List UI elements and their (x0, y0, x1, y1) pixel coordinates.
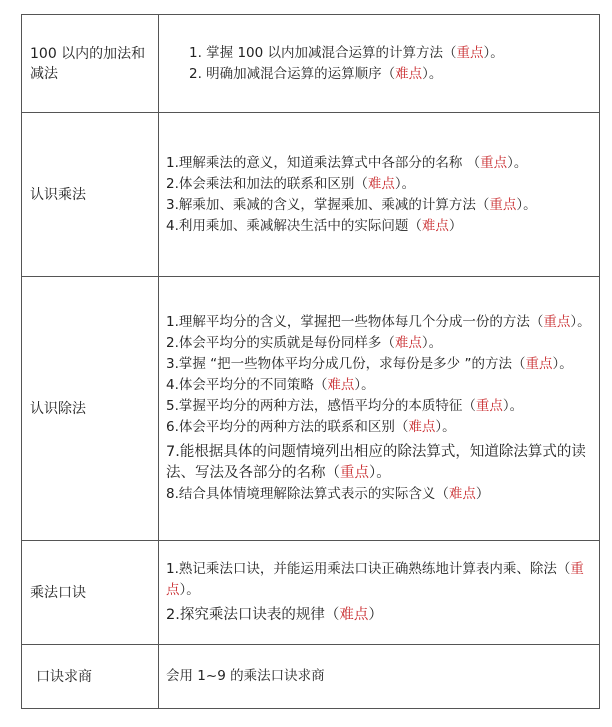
goals-cell (159, 277, 600, 541)
goals-cell (159, 645, 600, 709)
key-badge: 重点 (456, 44, 484, 61)
goal-item: 2.体会乘法和加法的联系和区别（难点）。 (166, 175, 416, 192)
difficulty-badge: 难点 (395, 65, 423, 82)
table-row (22, 113, 600, 277)
key-badge: 重点 (340, 465, 369, 481)
topic-cell (22, 277, 159, 541)
topic-label: 100 以内的加法和减法 (30, 45, 146, 82)
key-badge: 重点 (489, 196, 517, 213)
curriculum-table (21, 14, 600, 709)
table-row (22, 277, 600, 541)
difficulty-badge: 难点 (327, 377, 355, 393)
goals-cell (159, 113, 600, 277)
key-badge: 重点 (480, 154, 508, 171)
goal-item: 4.体会平均分的不同策略（难点）。 (166, 377, 375, 393)
key-badge: 重点 (475, 398, 503, 414)
topic-label: 口诀求商 (36, 668, 92, 685)
table-row (22, 15, 600, 113)
goal-item: 2. 明确加减混合运算的运算顺序（难点）。 (189, 65, 443, 82)
key-badge: 重点 (166, 561, 584, 598)
goal-item: 2.探究乘法口诀表的规律（难点） (166, 607, 383, 623)
goal-item: 1.理解平均分的含义，掌握把一些物体每几个分成一份的方法（重点）。 (166, 314, 591, 330)
goals-cell (159, 541, 600, 645)
topic-label: 乘法口诀 (30, 584, 86, 601)
goal-item: 3.解乘加、乘减的含义，掌握乘加、乘减的计算方法（重点）。 (166, 196, 537, 213)
topic-cell (22, 541, 159, 645)
goal-item: 2.体会平均分的实质就是每份同样多（难点）。 (166, 335, 443, 351)
key-badge: 重点 (543, 314, 571, 330)
difficulty-badge: 难点 (339, 607, 369, 623)
table-row (22, 541, 600, 645)
goal-item: 1.理解乘法的意义，知道乘法算式中各部分的名称 （重点）。 (166, 154, 528, 171)
goal-item: 5.掌握平均分的两种方法，感悟平均分的本质特征（重点）。 (166, 398, 524, 414)
goal-item: 会用 1~9 的乘法口诀求商 (166, 668, 325, 684)
difficulty-badge: 难点 (394, 335, 422, 351)
goal-item: 3.掌握 “把一些物体平均分成几份，求每份是多少 ”的方法（重点）。 (166, 356, 573, 372)
topic-label: 认识除法 (30, 400, 86, 417)
goal-item: 1. 掌握 100 以内加减混合运算的计算方法（重点）。 (189, 44, 504, 61)
difficulty-badge: 难点 (367, 175, 395, 192)
difficulty-badge: 难点 (448, 486, 476, 502)
goal-item: 1.熟记乘法口诀，并能运用乘法口诀正确熟练地计算表内乘、除法（重点）。 (166, 561, 584, 598)
goal-item: 4.利用乘加、乘减解决生活中的实际问题（难点） (166, 217, 463, 234)
topic-cell (22, 113, 159, 277)
topic-cell (22, 15, 159, 113)
goal-item: 8.结合具体情境理解除法算式表示的实际含义（难点） (166, 486, 490, 502)
table-row (22, 645, 600, 709)
goal-item: 6.体会平均分的两种方法的联系和区别（难点）。 (166, 419, 456, 435)
difficulty-badge: 难点 (408, 419, 436, 435)
goals-cell (159, 15, 600, 113)
topic-label: 认识乘法 (30, 186, 86, 203)
difficulty-badge: 难点 (421, 217, 449, 234)
key-badge: 重点 (525, 356, 553, 372)
goal-item: 7.能根据具体的问题情境列出相应的除法算式，知道除法算式的读法、写法及各部分的名称（重点）。 (166, 444, 586, 481)
topic-cell (22, 645, 159, 709)
